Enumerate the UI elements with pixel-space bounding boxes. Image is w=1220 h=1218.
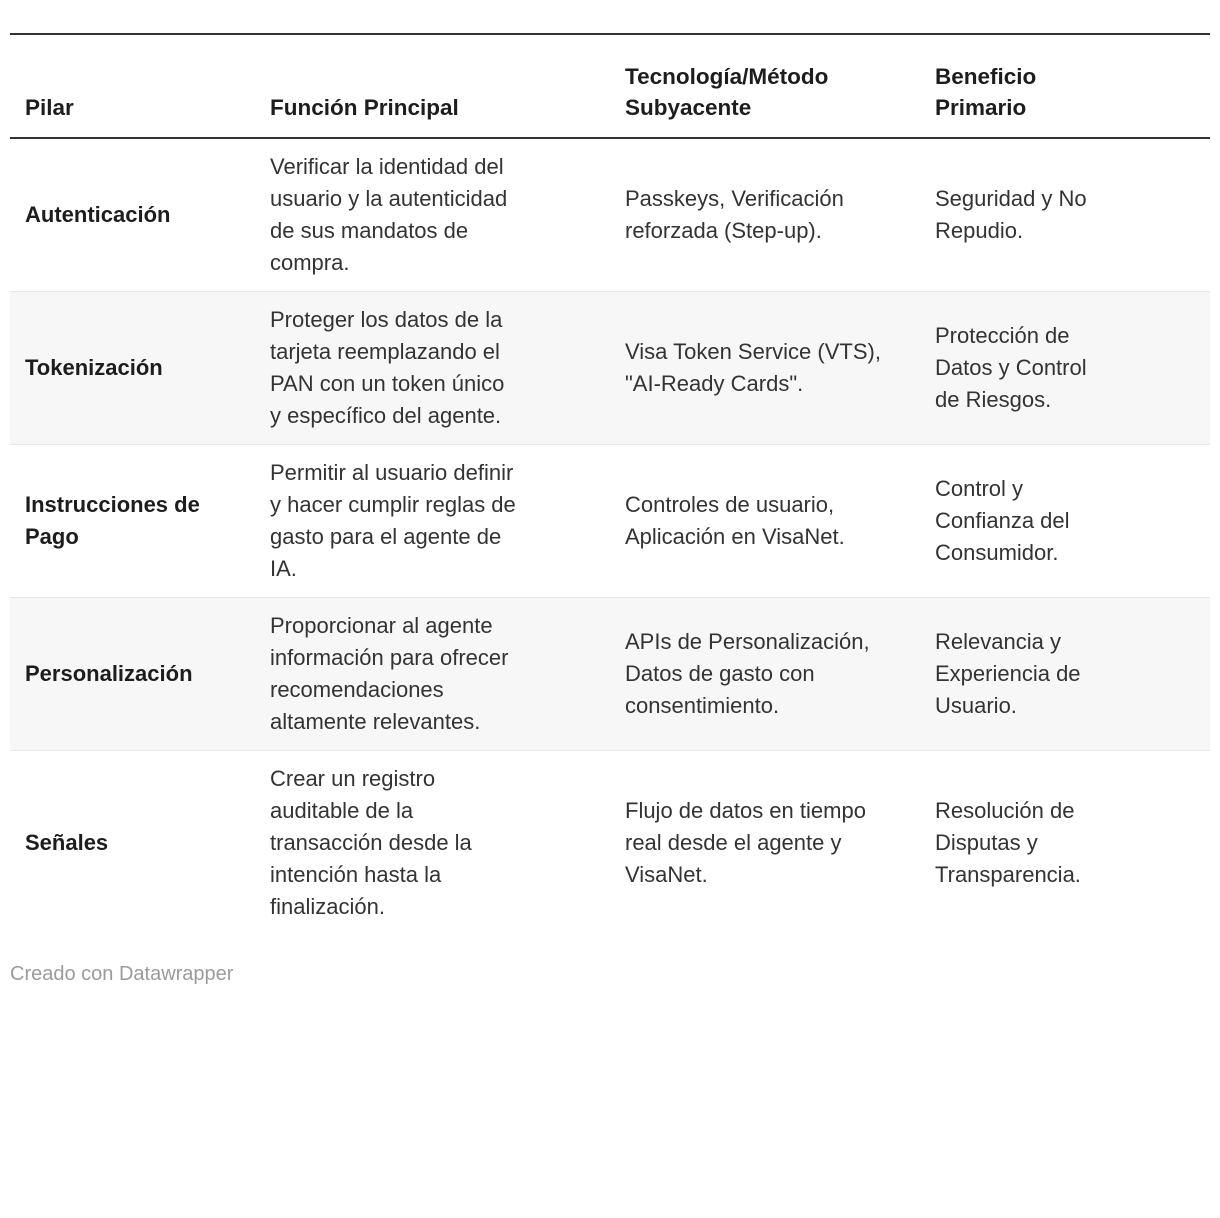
cell-beneficio: Protección de Datos y Control de Riesgos. — [935, 323, 1087, 412]
datawrapper-credit-link[interactable]: Creado con Datawrapper — [10, 963, 234, 985]
column-header-funcion-principal: Función Principal — [270, 95, 459, 120]
column-header-beneficio-primario: Beneficio Primario — [935, 64, 1037, 120]
cell-funcion: Verificar la identidad del usuario y la autenticidad de sus mandatos de compra. — [270, 154, 508, 275]
cell-tecnologia: APIs de Personalización, Datos de gasto con consentimiento. — [625, 629, 870, 718]
cell-beneficio: Control y Confianza del Consumidor. — [935, 476, 1070, 565]
cell-tecnologia: Controles de usuario, Aplicación en VisaNet. — [625, 492, 845, 549]
column-header-pilar: Pilar — [25, 95, 74, 120]
cell-pilar: Autenticación — [25, 202, 171, 227]
cell-tecnologia: Visa Token Service (VTS), "AI-Ready Cards". — [625, 339, 881, 396]
column-header-tecnologia-metodo: Tecnología/Método Subyacente — [625, 64, 829, 120]
cell-tecnologia: Passkeys, Verificación reforzada (Step-up). — [625, 186, 844, 243]
cell-beneficio: Relevancia y Experiencia de Usuario. — [935, 629, 1081, 718]
cell-funcion: Permitir al usuario definir y hacer cumplir reglas de gasto para el agente de IA. — [270, 460, 516, 581]
table-body — [10, 138, 1210, 935]
table-row-personalizacion — [10, 598, 1210, 751]
pillars-table — [10, 33, 1210, 935]
cell-funcion: Proporcionar al agente información para ofrecer recomendaciones altamente relevantes. — [270, 613, 509, 734]
cell-tecnologia: Flujo de datos en tiempo real desde el agente y VisaNet. — [625, 798, 866, 887]
cell-beneficio: Seguridad y No Repudio. — [935, 186, 1087, 243]
cell-pilar: Instrucciones de Pago — [25, 492, 200, 549]
table-header — [10, 34, 1210, 138]
cell-pilar: Señales — [25, 830, 109, 855]
table-row-autenticacion — [10, 138, 1210, 292]
table-row-instrucciones-de-pago — [10, 445, 1210, 598]
table-row-tokenizacion — [10, 292, 1210, 445]
footer — [10, 963, 1210, 986]
cell-funcion: Proteger los datos de la tarjeta reemplazando el PAN con un token único y específico del agente. — [270, 307, 505, 428]
cell-pilar: Tokenización — [25, 355, 163, 380]
cell-pilar: Personalización — [25, 661, 193, 686]
cell-funcion: Crear un registro auditable de la transacción desde la intención hasta la finalización. — [270, 766, 472, 919]
table-row-senales — [10, 751, 1210, 936]
header-row — [10, 34, 1210, 138]
cell-beneficio: Resolución de Disputas y Transparencia. — [935, 798, 1081, 887]
